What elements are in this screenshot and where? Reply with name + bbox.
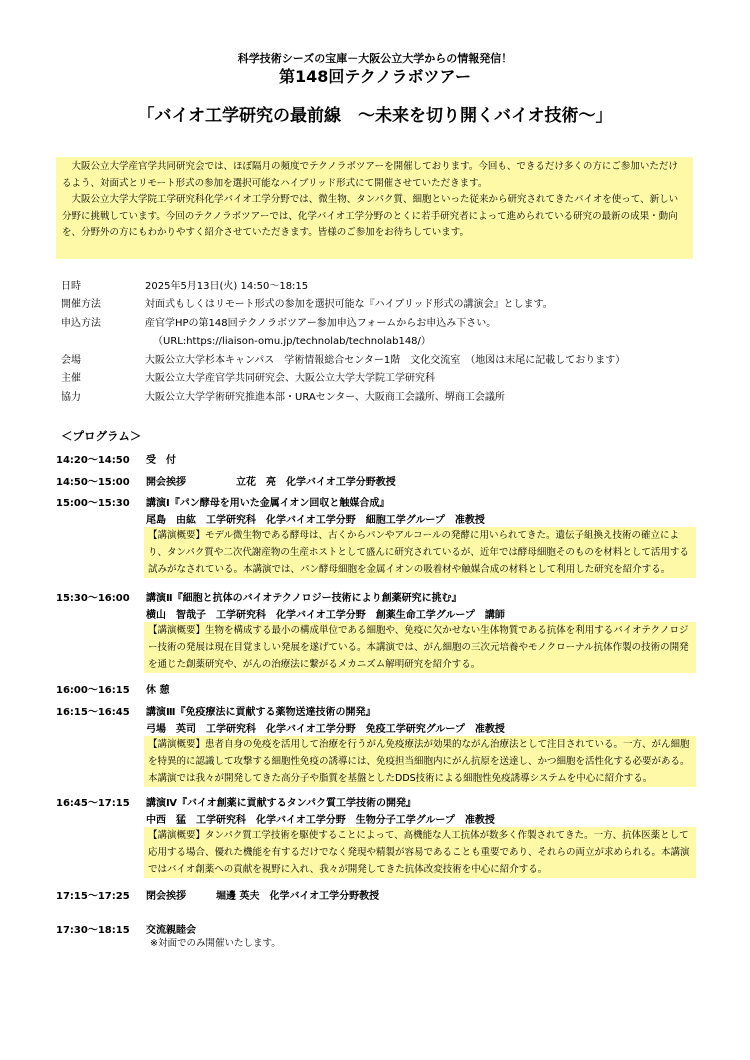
program-talk-4 <box>56 792 696 878</box>
program-item-opening <box>56 471 696 489</box>
talk-speaker: 尾島 由紘 工学研究科 化学バイオ工学分野 細胞工学グループ 准教授 <box>146 515 485 526</box>
event-subtitle: 「バイオ工学研究の最前線 ～未来を切り開くバイオ技術～」 <box>137 106 613 126</box>
event-title: 第148回テクノラボツアー <box>279 67 471 86</box>
program-time: 15:30～16:00 <box>56 592 130 604</box>
talk-header <box>56 792 696 810</box>
info-value: 大阪公立大学杉本キャンパス 学術情報総合センター1階 文化交流室 （地図は末尾に記載しております） <box>145 354 626 366</box>
talk-title: 講演Ⅱ『細胞と抗体のバイオテクノロジー技術により創薬研究に挑む』 <box>146 592 462 604</box>
program-opening-block <box>56 449 696 489</box>
program-title: 開会挨拶 <box>146 476 186 488</box>
info-row-url <box>61 331 711 350</box>
intro-paragraph-2: 大阪公立大学大学院工学研究科化学バイオ工学分野では、微生物、タンパク質、細胞といった従来から研究されてきたバイオを使って、新しい分野に挑戦しています。今回のテクノラボツアーでは、化学バイオ工学分野のとくに若手研究者によって進められている研究の最新の成果・動向を、分野外の方にもわかりやすく紹介させていただきます。皆様のご参加をお待ちしています。 <box>62 194 679 238</box>
program-time: 16:15～16:45 <box>56 706 130 718</box>
info-row-venue <box>61 349 711 368</box>
talk-speaker: 中西 猛 工学研究科 化学バイオ工学分野 生物分子工学グループ 准教授 <box>146 815 495 826</box>
talk-title: 講演Ⅰ『パン酵母を用いた金属イオン回収と触媒合成』 <box>146 497 390 509</box>
program-time: 17:15～17:25 <box>56 890 130 902</box>
info-row-cooperation <box>61 386 711 405</box>
info-label: 日時 <box>61 280 81 292</box>
info-label: 会場 <box>61 354 81 366</box>
info-value: 対面式もしくはリモート形式の参加を選択可能な『ハイブリッド形式の講演会』とします。 <box>145 299 553 311</box>
program-speaker: 堀邊 英夫 化学バイオ工学分野教授 <box>216 890 380 902</box>
program-time: 16:00～16:15 <box>56 684 130 696</box>
program-item-closing <box>56 885 696 903</box>
info-value: 大阪公立大学学術研究推進本部・URAセンター、大阪商工会議所、堺商工会議所 <box>145 391 505 403</box>
talk-title: 講演Ⅲ『免疫療法に貢献する薬物送達技術の開発』 <box>146 706 376 718</box>
info-row-organizer <box>61 368 711 387</box>
program-break <box>56 679 696 697</box>
program-heading: ＜プログラム＞ <box>61 429 142 443</box>
program-time: 17:30～18:15 <box>56 924 130 936</box>
info-row-date <box>61 275 711 294</box>
program-title: 交流親睦会 <box>146 924 196 936</box>
program-title: 閉会挨拶 <box>146 890 186 902</box>
talk-abstract: 【講演概要】生物を構成する最小の構成単位である細胞や、免疫に欠かせない生体物質である抗体を利用するバイオテクノロジー技術の発展は現在目覚ましい発展を遂げている。本講演では、がん細胞の三次元培養やモノクローナル抗体作製の技術の開発を通じた創薬研究や、がんの治療法に繋がるメカニズム解明研究を紹介する。 <box>144 622 696 673</box>
talk-header <box>56 701 696 719</box>
info-label: 主催 <box>61 373 81 385</box>
talk-speaker: 横山 智哉子 工学研究科 化学バイオ工学分野 創薬生命工学グループ 講師 <box>146 610 505 621</box>
talk-abstract: 【講演概要】タンパク質工学技術を駆使することによって、高機能な人工抗体が数多く作製されてきた。一方、抗体医薬として応用する場合、優れた機能を有するだけでなく発現や精製が容易であることも重要であり、それらの両立が求められる。本講演ではバイオ創薬への貢献を視野に入れ、我々が開発してきた抗体改変技術を中心に紹介する。 <box>144 827 696 878</box>
program-time: 14:50～15:00 <box>56 476 130 488</box>
info-value: 産官学HPの第148回テクノラボツアー参加申込フォームからお申込み下さい。 <box>145 317 497 329</box>
kicker-text: 科学技術シーズの宝庫－大阪公立大学からの情報発信！ <box>237 52 513 65</box>
info-row-format <box>61 294 711 313</box>
talk-header <box>56 492 696 510</box>
talk-abstract: 【講演概要】モデル微生物である酵母は、古くからパンやアルコールの発酵に用いられてきた。遺伝子組換え技術の確立により、タンパク質や二次代謝産物の生産ホストとして盛んに研究されているが、近年では酵母細胞そのものを材料として活用する試みがなされている。本講演では、パン酵母細胞を金属イオンの吸着材や触媒合成の材料として利用した研究を紹介する。 <box>144 527 696 578</box>
event-info-table <box>61 275 711 405</box>
program-title: 受 付 <box>146 454 176 466</box>
info-value: 2025年5月13日(火) 14:50～18:15 <box>145 280 309 292</box>
info-label: 協力 <box>61 391 81 403</box>
talk-header <box>56 587 696 605</box>
program-social <box>56 919 696 951</box>
program-item-social <box>56 919 696 937</box>
program-time: 16:45～17:15 <box>56 797 130 809</box>
program-time: 15:00～15:30 <box>56 497 130 509</box>
talk-abstract: 【講演概要】患者自身の免疫を活用して治療を行うがん免疫療法が効果的ながん治療法として注目されている。一方、がん細胞を特異的に認識して攻撃する細胞性免疫の誘導には、免疫担当細胞内にがん抗原を送達し、かつ細胞を活性化する必要がある。本講演では我々が開発してきた高分子や脂質を基盤としたDDS技術による細胞性免疫誘導システムを中心に紹介する。 <box>144 736 696 787</box>
intro-paragraph-1: 大阪公立大学産官学共同研究会では、ほぼ隔月の頻度でテクノラボツアーを開催しております。今回も、できるだけ多くの方にご参加いただけるよう、対面式とリモート形式の参加を選択可能なハイブリッド形式にて開催させていただきます。 <box>62 161 678 189</box>
application-url-link[interactable]: （URL:https://liaison-omu.jp/technolab/technolab148/） <box>153 336 431 348</box>
program-talk-1 <box>56 492 696 578</box>
info-label: 開催方法 <box>61 299 101 311</box>
intro-box <box>56 157 693 259</box>
program-title: 休 憩 <box>146 684 170 696</box>
program-note: ※対面でのみ開催いたします。 <box>150 938 281 949</box>
program-time: 14:20～14:50 <box>56 454 130 466</box>
info-row-application <box>61 312 711 331</box>
talk-title: 講演Ⅳ『バイオ創薬に貢献するタンパク質工学技術の開発』 <box>146 797 416 809</box>
info-label: 申込方法 <box>61 317 101 329</box>
program-item-reception <box>56 449 696 467</box>
talk-speaker: 弓場 英司 工学研究科 化学バイオ工学分野 免疫工学研究グループ 准教授 <box>146 724 505 735</box>
program-talk-3 <box>56 701 696 787</box>
program-item-break <box>56 679 696 697</box>
program-talk-2 <box>56 587 696 673</box>
program-speaker: 立花 亮 化学バイオ工学分野教授 <box>236 476 396 488</box>
program-closing <box>56 885 696 903</box>
info-value: 大阪公立大学産官学共同研究会、大阪公立大学大学院工学研究科 <box>145 373 435 385</box>
